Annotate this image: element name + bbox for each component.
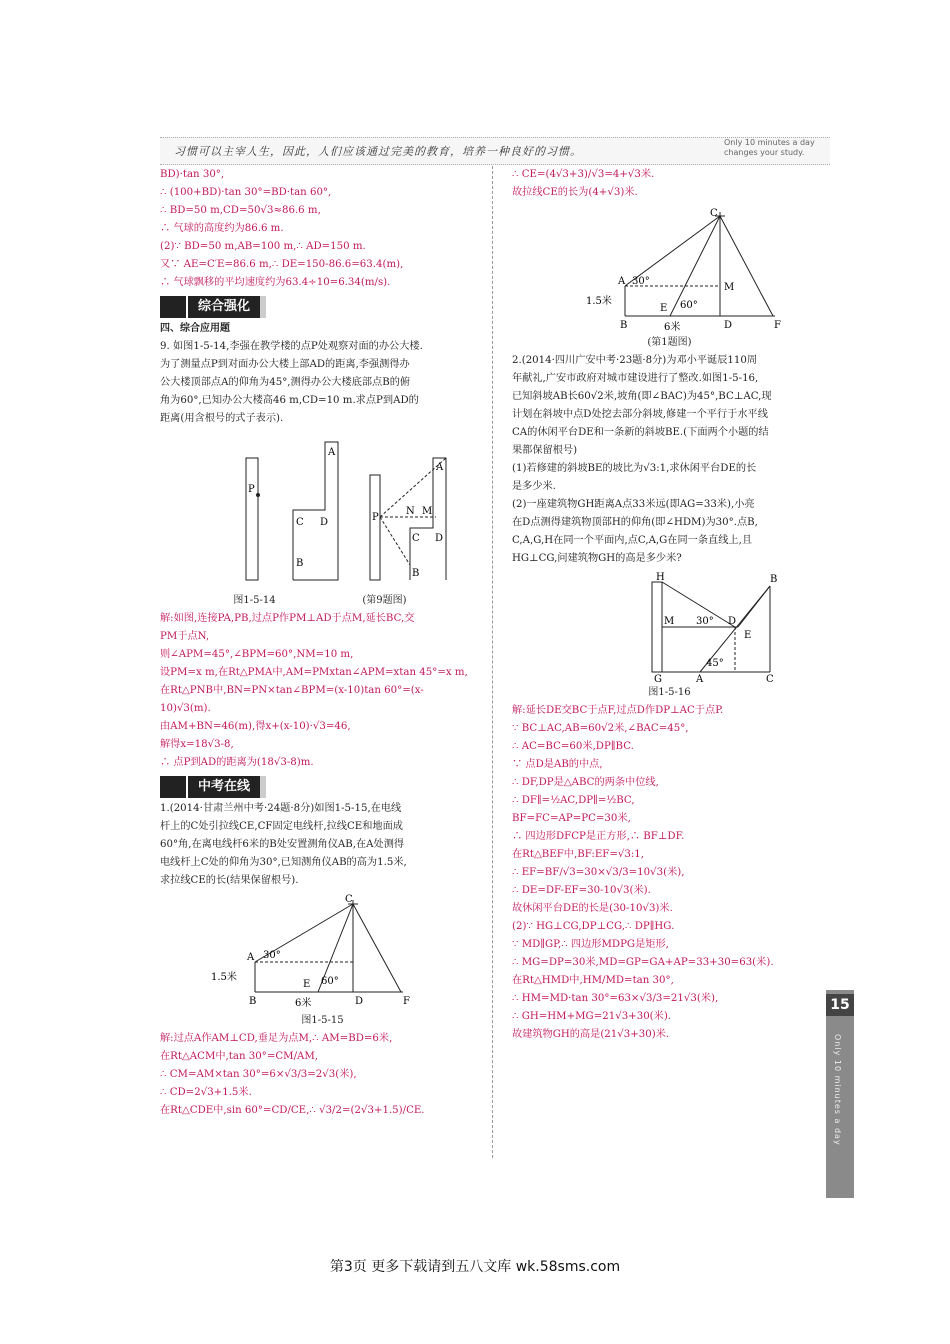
text-line: 故拉线CE的长为(4+√3)米. bbox=[512, 187, 638, 198]
text-line: BF=FC=AP=PC=30米, bbox=[512, 813, 631, 824]
label: B bbox=[248, 996, 256, 1007]
label: C bbox=[709, 208, 718, 219]
text-line: ∴ DF∥=½AC,DP∥=½BC, bbox=[512, 795, 635, 806]
label: D bbox=[319, 517, 328, 528]
section-banner-synthesis bbox=[160, 296, 266, 318]
label: C bbox=[344, 894, 353, 905]
text-line: 在Rt△HMD中,HM/MD=tan 30°, bbox=[512, 975, 674, 986]
section-title: 综合强化 bbox=[188, 296, 266, 318]
solution-1 bbox=[160, 1030, 485, 1120]
label: B bbox=[769, 574, 777, 585]
text-line: PM于点N, bbox=[160, 631, 210, 642]
text-line: 解:过点A作AM⊥CD,垂足为点M,∴ AM=BD=6米, bbox=[160, 1033, 393, 1044]
text-line: 1.(2014·甘肃兰州中考·24题·8分)如图1-5-15,在电线 bbox=[160, 803, 402, 814]
label: F bbox=[773, 320, 781, 331]
caption-1-5-15: 图1-5-15 bbox=[301, 1015, 344, 1026]
subheading: 四、综合应用题 bbox=[160, 323, 230, 334]
page-side-tab bbox=[826, 990, 854, 1198]
text-line: 电线杆上C处的仰角为30°,已知测角仪AB的高为1.5米, bbox=[160, 857, 407, 868]
label: 6米 bbox=[294, 998, 311, 1009]
text-line: (2)∵ BD=50 m,AB=100 m,∴ AD=150 m. bbox=[160, 241, 366, 252]
text-line: 故休闲平台DE的长是(30-10√3)米. bbox=[512, 903, 673, 914]
text-line: (1)若修建的斜坡BE的坡比为√3:1,求休闲平台DE的长 bbox=[512, 463, 757, 474]
label: F bbox=[402, 996, 410, 1007]
figure-1-5-14-and-9 bbox=[178, 430, 468, 590]
label: E bbox=[302, 979, 310, 990]
figure-1-5-15 bbox=[203, 892, 443, 1010]
text-line: ∴ CD=2√3+1.5米. bbox=[160, 1087, 252, 1098]
text-line: ∴ BD=50 m,CD=50√3≈86.6 m, bbox=[160, 205, 321, 216]
text-line: HG⊥CG,问建筑物GH的高是多少米? bbox=[512, 553, 682, 564]
text-line: 在Rt△ACM中,tan 30°=CM/AM, bbox=[160, 1051, 319, 1062]
section-banner-exam-online bbox=[160, 776, 266, 798]
text-line: ∴ DE=DF-EF=30-10√3(米). bbox=[512, 885, 651, 896]
text-line: ∴ CM=AM×tan 30°=6×√3/3=2√3(米), bbox=[160, 1069, 357, 1080]
text-line: 计划在斜坡中点D处挖去部分斜坡,修建一个平行于水平线 bbox=[512, 409, 768, 420]
label: 30° bbox=[631, 276, 650, 287]
text-line: 在D点测得建筑物顶部H的仰角(即∠HDM)为30°.点B, bbox=[512, 517, 758, 528]
header-english: Only 10 minutes a day changes your study. bbox=[724, 138, 815, 157]
text-line: ∵ BC⊥AC,AB=60√2米,∠BAC=45°, bbox=[512, 723, 689, 734]
label: 60° bbox=[320, 976, 339, 987]
text-line: ∴ EF=BF/√3=30×√3/3=10√3(米), bbox=[512, 867, 685, 878]
text-line: CA的休闲平台DE和一条新的斜坡BE.(下面两个小题的结 bbox=[512, 427, 769, 438]
label: A bbox=[617, 276, 625, 287]
label: C bbox=[411, 533, 420, 544]
left-column bbox=[160, 166, 485, 1120]
text-line: BD)·tan 30°, bbox=[160, 169, 225, 180]
label: D bbox=[354, 996, 363, 1007]
text-line: ∵ 点D是AB的中点, bbox=[512, 759, 603, 770]
text-line: 果都保留根号) bbox=[512, 445, 578, 456]
label: P bbox=[371, 512, 379, 523]
page-header bbox=[160, 137, 830, 165]
text-line: 又∵ AE=C′E=86.6 m,∴ DE=150-86.6=63.4(m), bbox=[160, 259, 404, 270]
text-line: 是多少米. bbox=[512, 481, 556, 492]
right-column bbox=[512, 166, 827, 1044]
text-line: 角为60°,已知办公大楼高46 m,CD=10 m.求点P到AD的 bbox=[160, 395, 419, 406]
solution-9 bbox=[160, 610, 485, 772]
scissors-icon bbox=[160, 296, 186, 318]
text-line: 解:如图,连接PA,PB,过点P作PM⊥AD于点M,延长BC,交 bbox=[160, 613, 415, 624]
text-line: 解:延长DE交BC于点F,过点D作DP⊥AC于点P. bbox=[512, 705, 724, 716]
caption-q1: (第1题图) bbox=[647, 337, 692, 348]
text-line: 60°角,在离电线杆6米的B处安置测角仪AB,在A处测得 bbox=[160, 839, 405, 850]
label: A bbox=[246, 952, 254, 963]
label: E bbox=[743, 630, 751, 641]
text-line: (2)一座建筑物GH距离A点33米远(即AG=33米),小亮 bbox=[512, 499, 755, 510]
label: C bbox=[295, 517, 304, 528]
text-line: 在Rt△BEF中,BF:EF=√3:1, bbox=[512, 849, 644, 860]
label: H bbox=[655, 572, 665, 583]
label: E bbox=[659, 303, 667, 314]
text-line: 设PM=x m,在Rt△PMA中,AM=PMxtan∠APM=xtan 45°=x m, bbox=[160, 667, 468, 678]
text-line: ∴ GH=HM+MG=21√3+30(米). bbox=[512, 1011, 672, 1022]
text-line: ∴ DF,DP是△ABC的两条中位线, bbox=[512, 777, 659, 788]
label: C bbox=[765, 674, 774, 682]
text-line: ∴ AC=BC=60米,DP∥BC. bbox=[512, 741, 634, 752]
label: N bbox=[405, 506, 415, 517]
text-line: 求拉线CE的长(结果保留根号). bbox=[160, 875, 299, 886]
left-top-solution bbox=[160, 166, 485, 292]
label: 6米 bbox=[663, 322, 680, 332]
label: 30° bbox=[695, 616, 714, 627]
column-divider bbox=[492, 166, 493, 1158]
text-line: 距离(用含根号的式子表示). bbox=[160, 413, 284, 424]
label: A bbox=[327, 447, 335, 458]
label: G bbox=[653, 674, 662, 682]
text-line: 杆上的C处引拉线CE,CF固定电线杆,拉线CE和地面成 bbox=[160, 821, 403, 832]
text-line: 公大楼顶部点A的仰角为45°,测得办公大楼底部点B的俯 bbox=[160, 377, 411, 388]
figure-1-5-16 bbox=[560, 570, 780, 682]
question-1 bbox=[160, 800, 485, 890]
text-line: 解得x=18√3-8, bbox=[160, 739, 234, 750]
caption-1-5-14: 图1-5-14 bbox=[233, 595, 276, 606]
text-line: ∵ MD∥GP,∴ 四边形MDPG是矩形, bbox=[512, 939, 669, 950]
label: M bbox=[723, 282, 734, 293]
question-9 bbox=[160, 338, 485, 428]
label: B bbox=[295, 558, 303, 569]
text-line: ∴ MG=DP=30米,MD=GP=GA+AP=33+30=63(米). bbox=[512, 957, 774, 968]
figure-captions bbox=[190, 592, 450, 610]
label: B bbox=[411, 568, 419, 579]
label: D bbox=[434, 533, 443, 544]
section-title: 中考在线 bbox=[188, 776, 266, 798]
text-line: ∴ CE=(4√3+3)/√3=4+√3米. bbox=[512, 169, 655, 180]
page-footer: 第3页 更多下载请到五八文库 wk.58sms.com bbox=[329, 1259, 621, 1275]
text-line: C,A,G,H在同一个平面内,点C,A,G在同一条直线上,且 bbox=[512, 535, 753, 546]
header-motto: 习惯可以主宰人生，因此，人们应该通过完美的教育，培养一种良好的习惯。 bbox=[174, 145, 582, 158]
label: A bbox=[695, 674, 703, 682]
label: M bbox=[421, 506, 432, 517]
label: A bbox=[435, 462, 443, 473]
text-line: (2)∵ HG⊥CG,DP⊥CG,∴ DP∥HG. bbox=[512, 921, 675, 932]
caption-1-5-16: 图1-5-16 bbox=[648, 687, 691, 698]
label: 30° bbox=[262, 950, 281, 961]
text-line: 已知斜坡AB长60√2米,坡角(即∠BAC)为45°,BC⊥AC,现 bbox=[512, 391, 772, 402]
text-line: 故建筑物GH的高是(21√3+30)米. bbox=[512, 1029, 670, 1040]
text-line: ∴ 四边形DFCP是正方形,∴ BF⊥DF. bbox=[512, 831, 685, 842]
text-line: ∴ 气球的高度约为86.6 m. bbox=[160, 223, 284, 234]
question-2 bbox=[512, 352, 827, 568]
label: D bbox=[727, 616, 736, 627]
text-line: 在Rt△CDE中,sin 60°=CD/CE,∴ √3/2=(2√3+1.5)/CE. bbox=[160, 1105, 425, 1116]
label: B bbox=[619, 320, 627, 331]
label: D bbox=[723, 320, 732, 331]
solution-2 bbox=[512, 702, 827, 1044]
text-line: 由AM+BN=46(m),得x+(x-10)·√3=46, bbox=[160, 721, 351, 732]
label: 1.5米 bbox=[210, 972, 237, 983]
camera-icon bbox=[160, 776, 186, 798]
right-top-solution bbox=[512, 166, 827, 202]
caption-q9: (第9题图) bbox=[362, 595, 407, 606]
label: P bbox=[247, 484, 255, 495]
figure-q1 bbox=[540, 204, 800, 332]
label: 60° bbox=[679, 300, 698, 311]
text-line: ∴ (100+BD)·tan 30°=BD·tan 60°, bbox=[160, 187, 332, 198]
text-line: 2.(2014·四川广安中考·23题·8分)为邓小平诞辰110周 bbox=[512, 355, 758, 366]
label: M bbox=[663, 616, 674, 627]
text-line: 则∠APM=45°,∠BPM=60°,NM=10 m, bbox=[160, 649, 354, 660]
side-text: Only 10 minutes a day bbox=[833, 1034, 842, 1146]
text-line: 10)√3(m). bbox=[160, 703, 211, 714]
page-number: 15 bbox=[826, 994, 854, 1016]
text-line: 9. 如图1-5-14,李强在教学楼的点P处观察对面的办公大楼. bbox=[160, 341, 423, 352]
text-line: 在Rt△PNB中,BN=PN×tan∠BPM=(x-10)tan 60°=(x- bbox=[160, 685, 424, 696]
text-line: 年献礼,广安市政府对城市建设进行了整改.如图1-5-16, bbox=[512, 373, 759, 384]
text-line: ∴ 气球飘移的平均速度约为63.4÷10=6.34(m/s). bbox=[160, 277, 391, 288]
label: 45° bbox=[705, 658, 724, 669]
text-line: 为了测量点P到对面办公大楼上部AD的距离,李强测得办 bbox=[160, 359, 410, 370]
label: 1.5米 bbox=[585, 296, 612, 307]
text-line: ∴ HM=MD·tan 30°=63×√3/3=21√3(米), bbox=[512, 993, 719, 1004]
text-line: ∴ 点P到AD的距离为(18√3-8)m. bbox=[160, 757, 314, 768]
